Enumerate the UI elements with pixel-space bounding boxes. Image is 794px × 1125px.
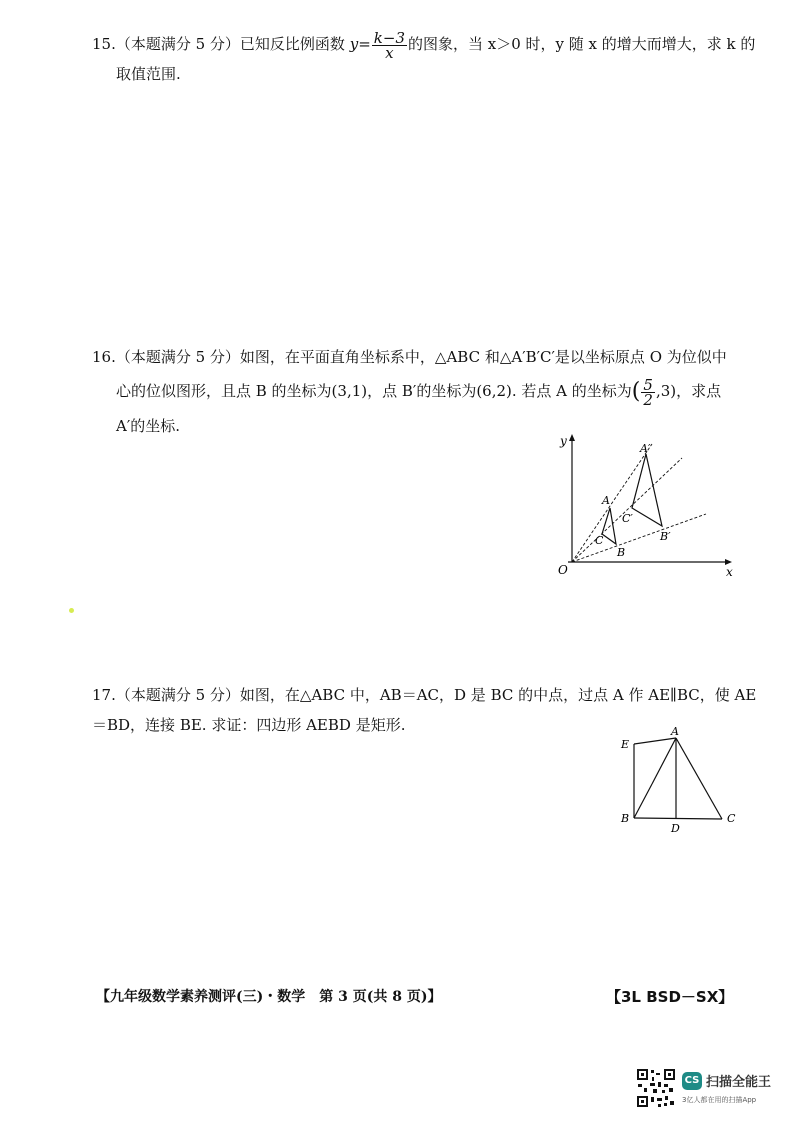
camscanner-name: 扫描全能王 [706,1075,772,1090]
question-16-figure [550,430,740,580]
question-15-text-pre: 15.（本题满分 5 分）已知反比例函数 [92,35,350,53]
footer-exam-info: 【九年级数学素养测评(三)・数学 第 3 页(共 8 页)】 [96,989,442,1005]
equals-sign: = [358,35,371,53]
fraction-5-over-2 [641,375,655,409]
left-paren: ( [631,379,641,404]
ray-oa [572,444,652,562]
label-b: B [621,812,630,825]
var-y: y [349,35,359,53]
question-17-figure [618,724,748,834]
segment-ab [652,738,676,784]
fraction-denominator: 2 [643,390,653,409]
label-e: E [621,738,630,751]
label-b: B [617,546,626,559]
ray-oc [572,458,682,562]
label-a-prime: A′ [640,442,651,455]
label-c-prime: C′ [622,512,633,525]
question-16-line-3: A′的坐标. [116,417,181,435]
question-15 [92,30,755,88]
question-16-line-2 [92,374,727,409]
fraction-denominator: x [385,43,394,62]
fraction-k-minus-3-over-x [372,28,407,62]
question-15-text-post: 的图象，当 x＞0 时，y 随 x 的增大而增大，求 k 的 [407,35,756,53]
segment-ab-lower [634,784,652,818]
footer-code: 【3L BSD－SX】 [606,988,734,1006]
segment-ea [634,738,676,744]
label-d: D [671,822,680,834]
y-axis-arrow [569,434,575,441]
qr-code-icon [636,1068,676,1108]
question-16-line-2-pre: 心的位似图形，且点 B 的坐标为(3,1)，点 B′的坐标为(6,2). 若点 A 的坐标为 [116,382,632,400]
label-a: A [602,494,610,507]
segment-ac [676,738,722,819]
question-16 [92,340,727,443]
label-x: x [726,565,733,579]
question-16-line-1: 16.（本题满分 5 分）如图，在平面直角坐标系中，△ABC 和△A′B′C′是以坐标原点 O 为位似中 [92,348,727,366]
question-17-line-1: 17.（本题满分 5 分）如图，在△ABC 中，AB＝AC，D 是 BC 的中点，过点 A 作 AE∥BC，使 AE [92,686,757,704]
question-15-line-1 [92,30,755,60]
question-16-line-2-post: ,3)，求点 [655,382,722,400]
ray-ob [572,514,706,562]
label-o: O [558,563,568,577]
label-a: A [671,725,679,738]
camscanner-tagline: 3亿人都在用的扫描App [682,1096,757,1104]
label-c: C [727,812,736,825]
segment-bc [634,818,722,819]
camscanner-logo-icon: CS [682,1072,702,1090]
question-17-line-2: ＝BD，连接 BE. 求证：四边形 AEBD 是矩形. [92,716,406,734]
label-b-prime: B′ [660,530,671,543]
scanner-watermark [636,1068,776,1112]
fraction-numerator: k−3 [373,28,405,47]
triangle-a1b1c1 [632,454,662,526]
fraction-numerator: 5 [643,375,653,394]
label-y: y [560,434,567,448]
question-15-line-2: 取值范围. [116,64,181,83]
triangle-abc [602,508,616,544]
label-c: C [595,534,604,547]
scan-speck [69,608,74,613]
